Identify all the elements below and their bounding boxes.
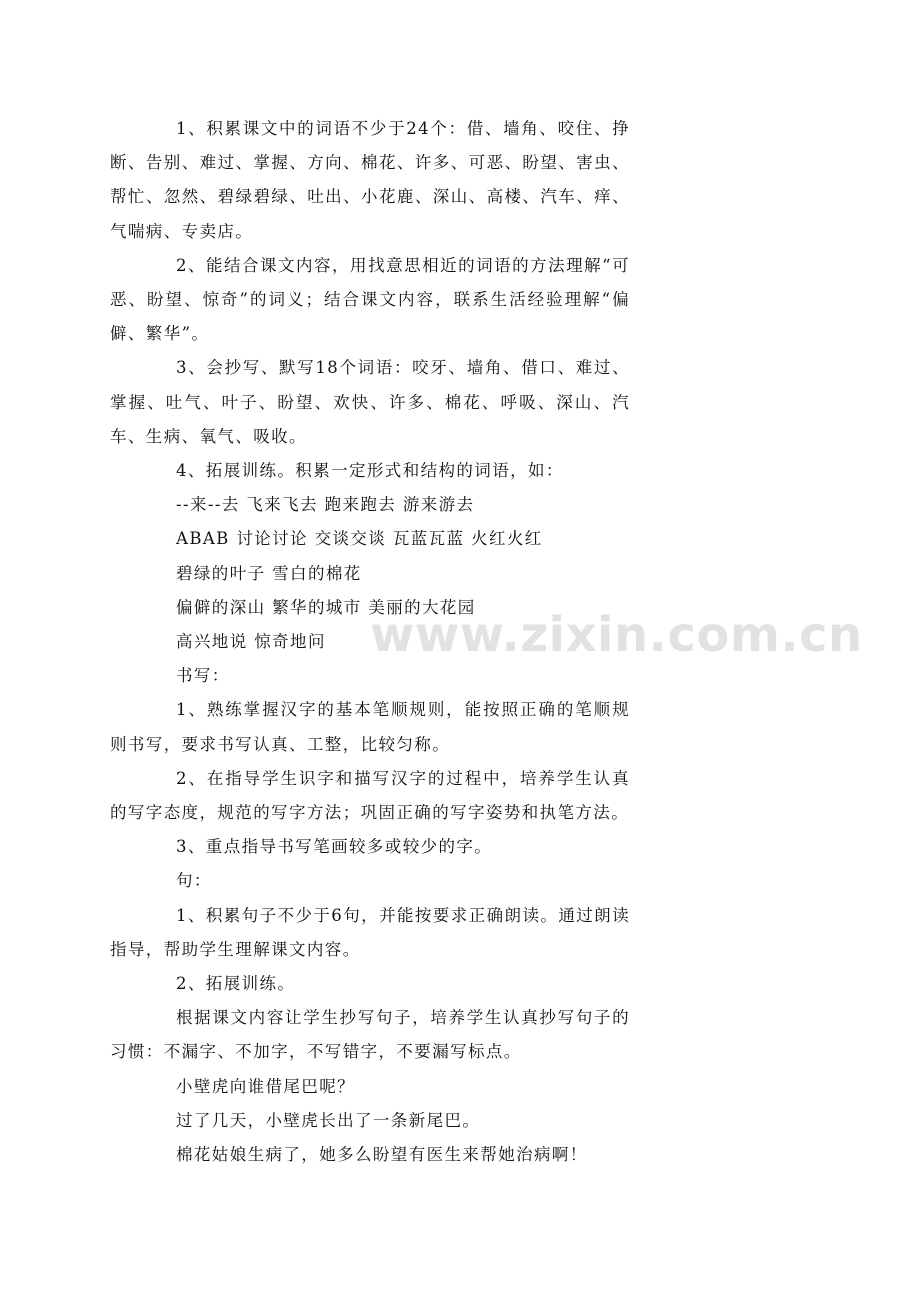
paragraph-extension-training: 4、拓展训练。积累一定形式和结构的词语，如： bbox=[176, 461, 564, 481]
example-line-pianpi: 偏僻的深山 繁华的城市 美丽的大花园 bbox=[176, 597, 476, 617]
watermark-text: www.zixin.com.cn bbox=[370, 607, 863, 663]
document-body bbox=[110, 112, 630, 1172]
paragraph-vocabulary-accumulate: 1、积累课文中的词语不少于24个：借、墙角、咬住、挣断、告别、难过、掌握、方向、棉花、许多、可恶、盼望、害虫、帮忙、忽然、碧绿碧绿、吐出、小花鹿、深山、高楼、汽车、痒、气喘病、专卖店。 bbox=[110, 119, 630, 241]
paragraph-word-meaning: 2、能结合课文内容，用找意思相近的词语的方法理解“可恶、盼望、惊奇”的词义；结合课文内容，联系生活经验理解“偏僻、繁华”。 bbox=[110, 255, 630, 344]
example-line-gaoxing: 高兴地说 惊奇地问 bbox=[176, 632, 326, 652]
example-sentence-1: 小壁虎向谁借尾巴呢？ bbox=[176, 1076, 355, 1096]
example-line-laiqu: --来--去 飞来飞去 跑来跑去 游来游去 bbox=[176, 495, 475, 515]
paragraph-writing-focus: 3、重点指导书写笔画较多或较少的字。 bbox=[176, 837, 493, 857]
example-line-bilv: 碧绿的叶子 雪白的棉花 bbox=[176, 563, 362, 583]
paragraph-sentence-accumulate: 1、积累句子不少于6句，并能按要求正确朗读。通过朗读指导，帮助学生理解课文内容。 bbox=[110, 905, 630, 959]
example-sentence-3: 棉花姑娘生病了，她多么盼望有医生来帮她治病啊！ bbox=[176, 1145, 588, 1165]
paragraph-writing-attitude: 2、在指导学生识字和描写汉字的过程中，培养学生认真的写字态度，规范的写字方法；巩固正确的写字姿势和执笔方法。 bbox=[110, 768, 630, 823]
paragraph-stroke-order: 1、熟练掌握汉字的基本笔顺规则，能按照正确的笔顺规则书写，要求书写认真、工整，比较匀称。 bbox=[110, 700, 630, 754]
paragraph-copy-dictation: 3、会抄写、默写18个词语：咬牙、墙角、借口、难过、掌握、吐气、叶子、盼望、欢快、许多、棉花、呼吸、深山、汽车、生病、氧气、吸收。 bbox=[110, 358, 630, 446]
section-heading-writing: 书写： bbox=[176, 666, 230, 686]
section-heading-sentences: 句： bbox=[176, 871, 212, 891]
example-sentence-2: 过了几天，小壁虎长出了一条新尾巴。 bbox=[176, 1110, 481, 1130]
paragraph-sentence-extension: 2、拓展训练。 bbox=[176, 974, 296, 994]
example-line-abab: ABAB 讨论讨论 交谈交谈 瓦蓝瓦蓝 火红火红 bbox=[176, 529, 543, 549]
paragraph-copy-habits: 根据课文内容让学生抄写句子，培养学生认真抄写句子的习惯：不漏字、不加字，不写错字，不要漏写标点。 bbox=[110, 1008, 630, 1062]
